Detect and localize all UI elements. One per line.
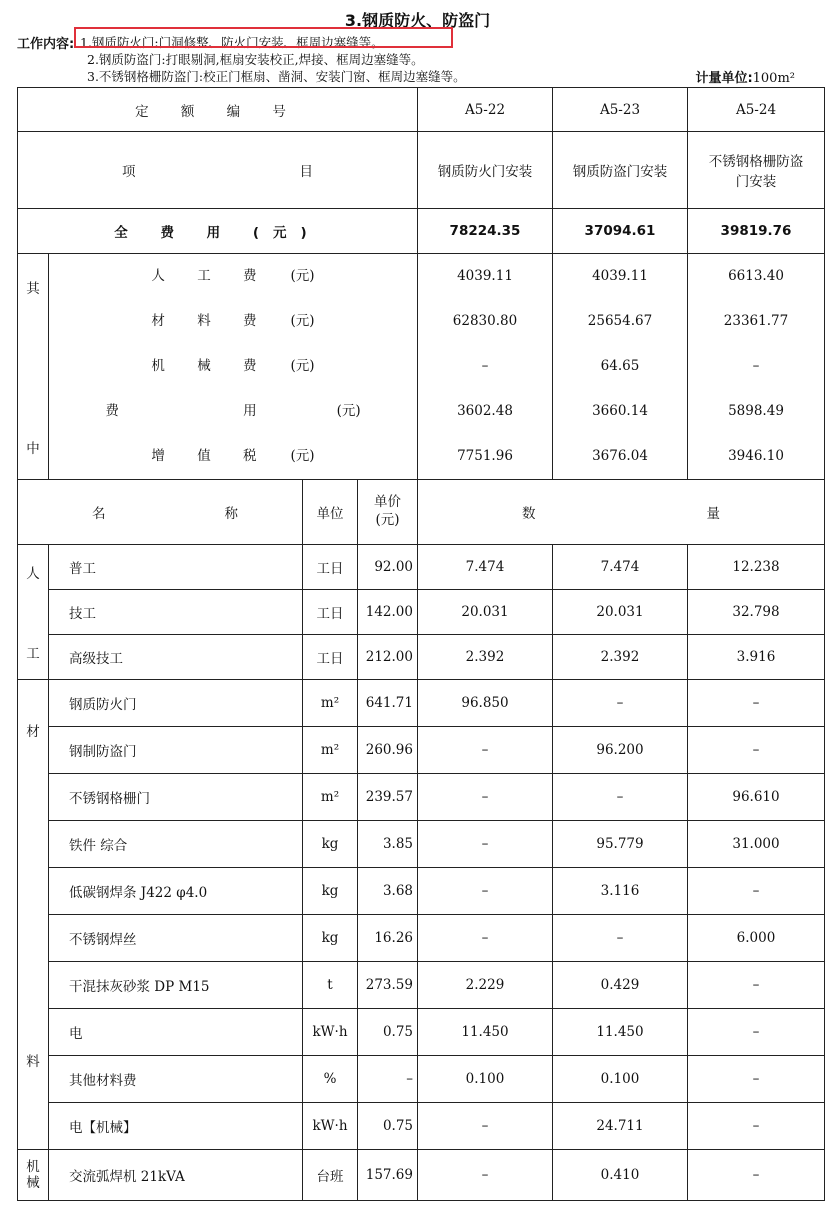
resource-price: 0.75 [358, 1009, 418, 1056]
qty-a5-22: 11.450 [418, 1009, 553, 1056]
item-fire-door: 钢质防火门安装 [418, 132, 553, 209]
resource-price: 92.00 [358, 545, 418, 590]
qty-a5-23: 96.200 [553, 727, 688, 774]
resource-price: 157.69 [358, 1150, 418, 1201]
resource-name: 钢制防盗门 [49, 727, 303, 774]
resource-name: 其他材料费 [49, 1056, 303, 1103]
resource-unit: m² [303, 680, 358, 727]
qty-a5-24: 32.798 [688, 590, 825, 635]
page-title: 3.钢质防火、防盗门 [344, 11, 491, 30]
qty-a5-23: 3.116 [553, 868, 688, 915]
resource-name: 交流弧焊机 21kVA [49, 1150, 303, 1201]
total-a5-23: 37094.61 [553, 209, 688, 254]
qty-a5-22: – [418, 868, 553, 915]
qty-a5-22: 0.100 [418, 1056, 553, 1103]
material-row [18, 821, 825, 868]
resource-unit: t [303, 962, 358, 1009]
total-a5-22: 78224.35 [418, 209, 553, 254]
qty-a5-24: – [688, 1150, 825, 1201]
cost-side-label: 其 中 [18, 254, 49, 480]
qty-a5-24: 6.000 [688, 915, 825, 962]
material-side-label: 材 料 [18, 680, 49, 1150]
material-row [18, 868, 825, 915]
material-row [18, 727, 825, 774]
item-row [18, 132, 825, 209]
qty-a5-24: – [688, 1009, 825, 1056]
price-header: 单价(元) [358, 480, 418, 545]
qty-a5-22: – [418, 1150, 553, 1201]
resource-name: 钢质防火门 [49, 680, 303, 727]
qty-a5-22: – [418, 1103, 553, 1150]
labor-side-label: 人 工 [18, 545, 49, 680]
code-a5-22: A5-22 [418, 88, 553, 132]
cost-material-label: 材 料 费 (元) [151, 313, 315, 329]
resource-name: 干混抹灰砂浆 DP M15 [49, 962, 303, 1009]
qty-a5-24: – [688, 1056, 825, 1103]
total-a5-24: 39819.76 [688, 209, 825, 254]
qty-a5-22: – [418, 821, 553, 868]
material-row [18, 774, 825, 821]
labor-row [18, 635, 825, 680]
resource-price: 16.26 [358, 915, 418, 962]
resource-unit: kg [303, 915, 358, 962]
quantity-header: 数 量 [418, 480, 825, 545]
qty-a5-24: – [688, 962, 825, 1009]
highlight-box [74, 27, 453, 48]
total-row [18, 209, 825, 254]
qty-a5-23: 11.450 [553, 1009, 688, 1056]
resource-price: 0.75 [358, 1103, 418, 1150]
cost-a5-22: 4039.11 62830.80 – 3602.48 7751.96 [418, 254, 553, 480]
total-label: 全 费 用 (元) [18, 209, 418, 254]
qty-a5-22: – [418, 915, 553, 962]
code-label: 定 额 编 号 [18, 88, 418, 132]
resource-unit: 工日 [303, 545, 358, 590]
qty-a5-22: 96.850 [418, 680, 553, 727]
resource-price: 212.00 [358, 635, 418, 680]
qty-a5-22: – [418, 774, 553, 821]
resource-unit: kW·h [303, 1009, 358, 1056]
resource-name: 电 [49, 1009, 303, 1056]
resource-name: 普工 [49, 545, 303, 590]
qty-a5-23: 7.474 [553, 545, 688, 590]
resource-price: 142.00 [358, 590, 418, 635]
labor-row [18, 590, 825, 635]
resource-name: 高级技工 [49, 635, 303, 680]
qty-a5-24: – [688, 680, 825, 727]
qty-a5-22: 7.474 [418, 545, 553, 590]
item-label: 项 目 [18, 132, 418, 209]
cost-breakdown [18, 254, 825, 480]
resource-unit: kg [303, 821, 358, 868]
unit-label: 计量单位: [695, 71, 753, 86]
resource-header-row [18, 480, 825, 545]
qty-a5-23: 0.429 [553, 962, 688, 1009]
machinery-side-label: 机 械 [18, 1150, 49, 1201]
item-grille-door: 不锈钢格栅防盗门安装 [688, 132, 825, 209]
resource-name: 技工 [49, 590, 303, 635]
qty-a5-23: 20.031 [553, 590, 688, 635]
code-a5-23: A5-23 [553, 88, 688, 132]
resource-name: 不锈钢焊丝 [49, 915, 303, 962]
resource-unit: 台班 [303, 1150, 358, 1201]
qty-a5-24: 12.238 [688, 545, 825, 590]
cost-machine-label: 机 械 费 (元) [151, 358, 315, 374]
qty-a5-23: – [553, 680, 688, 727]
labor-row [18, 545, 825, 590]
cost-a5-23: 4039.11 25654.67 64.65 3660.14 3676.04 [553, 254, 688, 480]
unit-value: 100m² [752, 71, 795, 86]
item-security-door: 钢质防盗门安装 [553, 132, 688, 209]
qty-a5-24: – [688, 727, 825, 774]
qty-a5-23: – [553, 774, 688, 821]
resource-price: 239.57 [358, 774, 418, 821]
code-a5-24: A5-24 [688, 88, 825, 132]
resource-unit: m² [303, 727, 358, 774]
work-content-line-3: 3.不锈钢格栅防盗门:校正门框扇、凿洞、安装门窗、框周边塞缝等。 [87, 69, 466, 84]
qty-a5-23: 24.711 [553, 1103, 688, 1150]
material-row [18, 680, 825, 727]
unit-header: 单位 [303, 480, 358, 545]
resource-unit: m² [303, 774, 358, 821]
name-header: 名 称 [18, 480, 303, 545]
material-row [18, 1009, 825, 1056]
qty-a5-24: – [688, 868, 825, 915]
cost-vat-label: 增 值 税 (元) [151, 448, 315, 464]
qty-a5-24: 31.000 [688, 821, 825, 868]
work-content-label: 工作内容: [17, 37, 75, 52]
material-row [18, 962, 825, 1009]
qty-a5-23: 2.392 [553, 635, 688, 680]
qty-a5-23: – [553, 915, 688, 962]
measurement-unit [695, 67, 795, 86]
resource-name: 不锈钢格栅门 [49, 774, 303, 821]
qty-a5-23: 0.410 [553, 1150, 688, 1201]
material-row [18, 915, 825, 962]
qty-a5-22: – [418, 727, 553, 774]
resource-unit: 工日 [303, 635, 358, 680]
cost-a5-24: 6613.40 23361.77 – 5898.49 3946.10 [688, 254, 825, 480]
code-row [18, 88, 825, 132]
resource-price: 260.96 [358, 727, 418, 774]
resource-unit: 工日 [303, 590, 358, 635]
resource-unit: kg [303, 868, 358, 915]
qty-a5-22: 2.392 [418, 635, 553, 680]
cost-fee-label: 费 用 (元) [105, 403, 361, 419]
resource-unit: kW·h [303, 1103, 358, 1150]
work-content-line-2: 2.钢质防盗门:打眼剔洞,框扇安装校正,焊接、框周边塞缝等。 [87, 52, 424, 67]
qty-a5-24: 96.610 [688, 774, 825, 821]
qty-a5-23: 0.100 [553, 1056, 688, 1103]
cost-labels [49, 254, 418, 480]
machinery-row [18, 1150, 825, 1201]
work-content-line-1: 1.钢质防火门:门洞修整、防火门安装、框周边塞缝等。 [80, 35, 384, 50]
qty-a5-24: 3.916 [688, 635, 825, 680]
resource-price: 273.59 [358, 962, 418, 1009]
resource-price: – [358, 1056, 418, 1103]
resource-price: 3.85 [358, 821, 418, 868]
qty-a5-23: 95.779 [553, 821, 688, 868]
resource-price: 3.68 [358, 868, 418, 915]
material-row [18, 1056, 825, 1103]
quota-table [17, 87, 825, 1201]
resource-name: 铁件 综合 [49, 821, 303, 868]
resource-price: 641.71 [358, 680, 418, 727]
qty-a5-22: 2.229 [418, 962, 553, 1009]
qty-a5-24: – [688, 1103, 825, 1150]
resource-name: 低碳钢焊条 J422 φ4.0 [49, 868, 303, 915]
cost-labor-label: 人 工 费 (元) [151, 268, 315, 284]
resource-unit: % [303, 1056, 358, 1103]
material-row [18, 1103, 825, 1150]
qty-a5-22: 20.031 [418, 590, 553, 635]
resource-name: 电【机械】 [49, 1103, 303, 1150]
